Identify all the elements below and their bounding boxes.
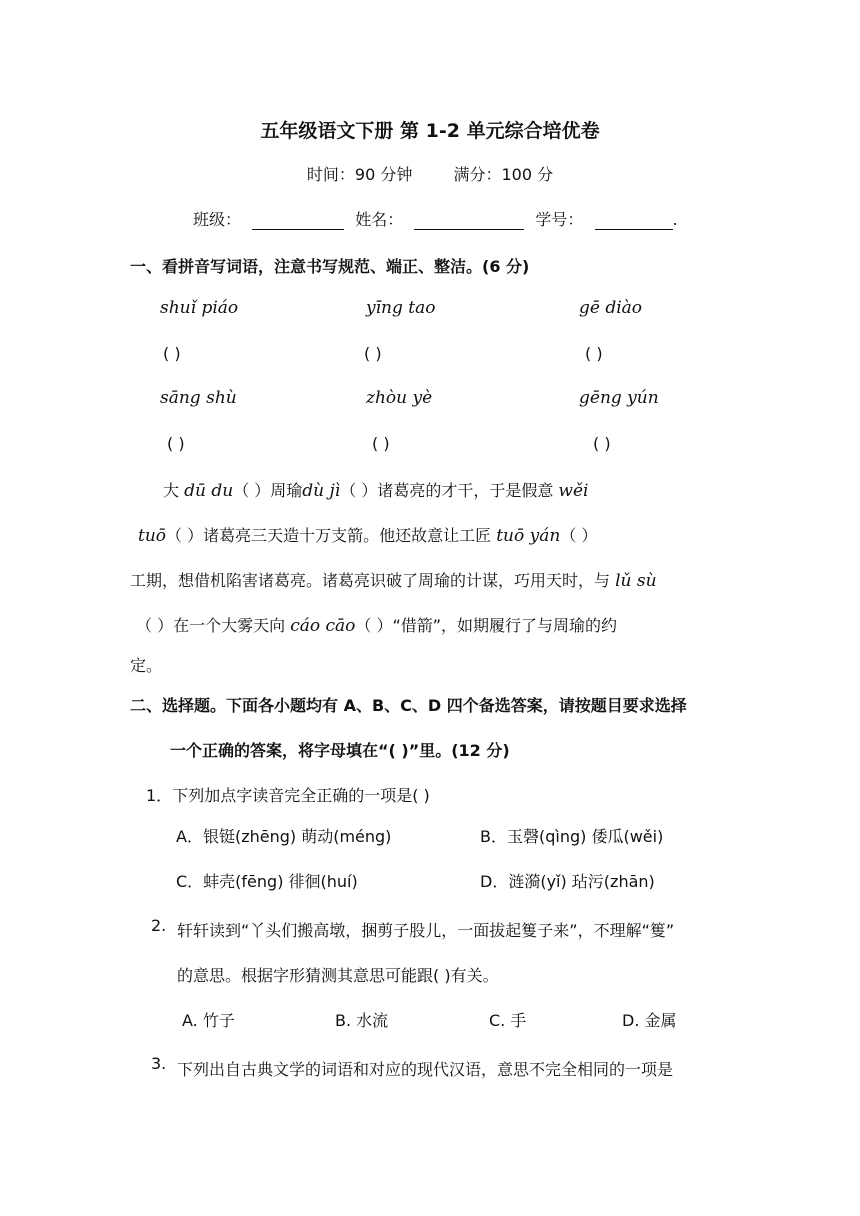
question-3-number: 3.: [151, 1054, 167, 1073]
q2-option-a[interactable]: A. 竹子: [182, 1011, 235, 1030]
question-1: [146, 783, 430, 806]
q1-option-a[interactable]: A．银铤(zhēng) 萌动(méng): [176, 827, 392, 846]
paragraph-line-2: tuō（ ）诸葛亮三天造十万支箭。他还故意让工匠 tuō yán（ ）: [138, 526, 598, 546]
pinyin-1: shuǐ piáo: [160, 298, 239, 318]
name-blank[interactable]: [414, 211, 524, 230]
question-3-stem: 下列出自古典文学的词语和对应的现代汉语，意思不完全相同的一项是: [177, 1060, 674, 1079]
pinyin-2: yīng tao: [366, 298, 436, 318]
question-1-number: 1．: [146, 786, 173, 805]
question-2-number: 2.: [151, 916, 167, 935]
q2-option-b[interactable]: B. 水流: [335, 1011, 389, 1030]
full-score: 满分：100 分: [453, 165, 554, 184]
exam-meta: [0, 162, 860, 185]
pinyin-6: gēng yún: [579, 388, 659, 408]
name-label: 姓名：: [355, 210, 404, 229]
q1-option-b[interactable]: B．玉磬(qìng) 倭瓜(wěi): [480, 827, 664, 846]
q1-option-c[interactable]: C．蚌壳(fēng) 徘徊(huí): [176, 872, 358, 891]
paragraph-line-4: （ ）在一个大雾天向 cáo cāo（ ）“借箭”，如期履行了与周瑜的约: [136, 616, 618, 636]
section2-heading-line2: 一个正确的答案，将字母填在“( )”里。(12 分): [170, 741, 510, 760]
answer-box-2[interactable]: ( ): [364, 344, 382, 363]
section1-heading: 一、看拼音写词语，注意书写规范、端正、整洁。(6 分): [130, 257, 530, 276]
answer-box-1[interactable]: ( ): [163, 344, 181, 363]
id-end: .: [672, 210, 678, 229]
section2-heading-line1: 二、选择题。下面各小题均有 A、B、C、D 四个备选答案，请按题目要求选择: [130, 696, 687, 715]
question-1-stem: 下列加点字读音完全正确的一项是( ): [172, 786, 430, 805]
pinyin-3: gē diào: [579, 298, 643, 318]
answer-box-6[interactable]: ( ): [593, 434, 611, 453]
q1-option-d[interactable]: D．涟漪(yǐ) 玷污(zhān): [480, 872, 655, 891]
q2-option-c[interactable]: C. 手: [489, 1011, 527, 1030]
paragraph-line-5: 定。: [130, 656, 163, 675]
id-blank[interactable]: [595, 211, 673, 230]
page-title: 五年级语文下册 第 1-2 单元综合培优卷: [260, 120, 600, 142]
class-label: 班级：: [193, 210, 242, 229]
class-blank[interactable]: [252, 211, 344, 230]
question-2-stem-line2: 的意思。根据字形猜测其意思可能跟( )有关。: [177, 966, 499, 985]
pinyin-4: sāng shù: [160, 388, 237, 408]
question-2-stem-line1: 轩轩读到“丫头们搬高墩，捆剪子股儿，一面拔起篗子来”，不理解“篗”: [177, 921, 675, 940]
paragraph-line-1: 大 dū du（ ）周瑜dù jì（ ）诸葛亮的才干，于是假意 wěi: [163, 481, 589, 501]
paragraph-line-3: 工期，想借机陷害诸葛亮。诸葛亮识破了周瑜的计谋，巧用天时，与 lǔ sù: [130, 571, 657, 591]
answer-box-5[interactable]: ( ): [372, 434, 390, 453]
student-info-line: [193, 207, 678, 230]
time-limit: 时间：90 分钟: [306, 165, 413, 184]
pinyin-5: zhòu yè: [366, 388, 433, 408]
id-label: 学号：: [535, 210, 584, 229]
q2-option-d[interactable]: D. 金属: [622, 1011, 677, 1030]
answer-box-3[interactable]: ( ): [585, 344, 603, 363]
answer-box-4[interactable]: ( ): [167, 434, 185, 453]
